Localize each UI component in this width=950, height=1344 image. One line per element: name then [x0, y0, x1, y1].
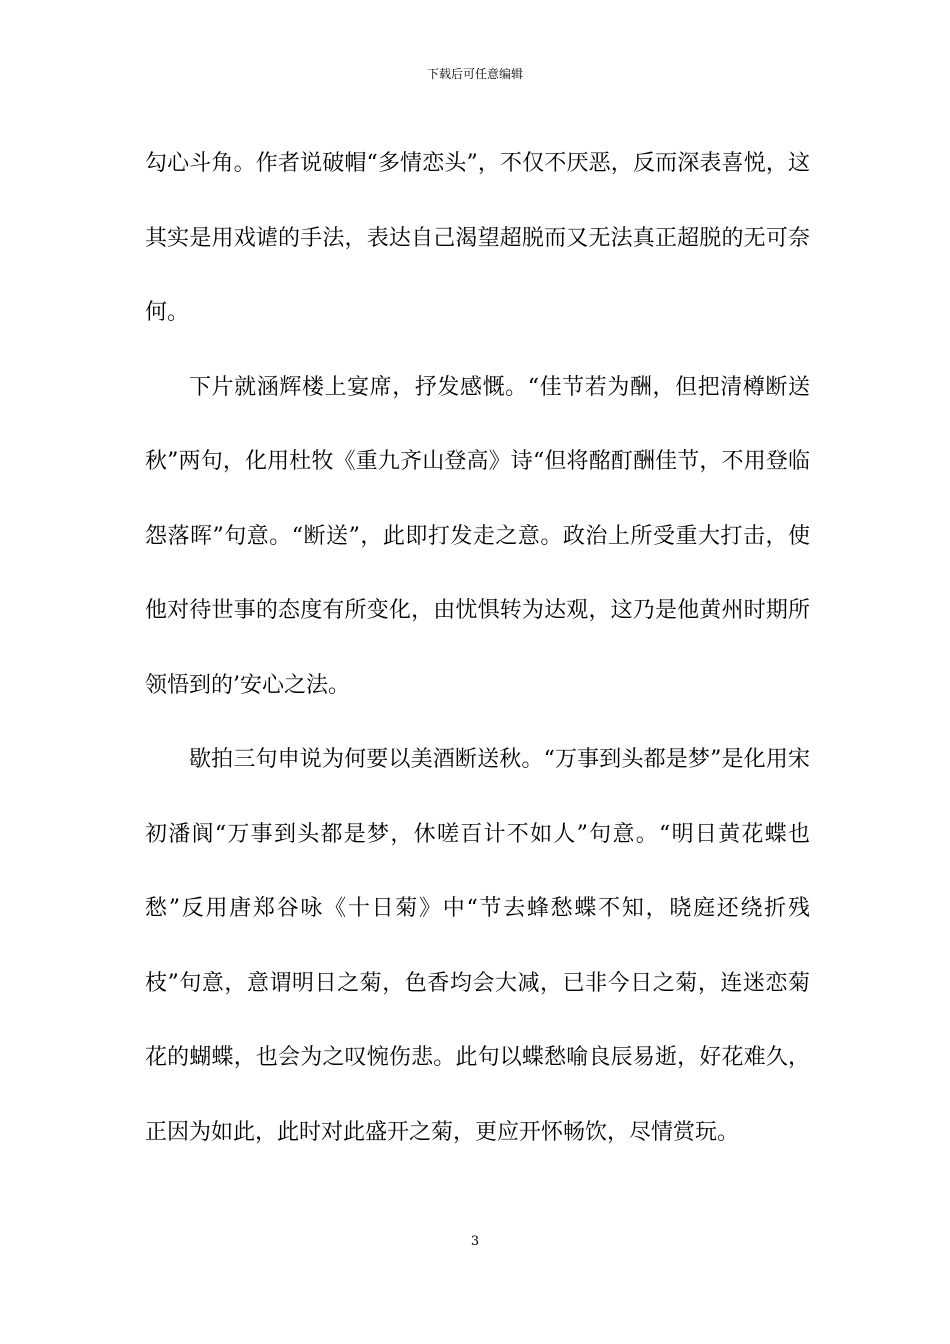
page-header: 下载后可任意编辑 [426, 67, 523, 81]
document-body [145, 127, 810, 1170]
paragraph: 下片就涵辉楼上宴席，抒发感慨。“佳节若为酬，但把清樽断送秋”两句，化用杜牧《重九齐山登高》诗“但将酩酊酬佳节，不用登临怨落晖”句意。“断送”，此即打发走之意。政治上所受重大打击，使他对待世事的态度有所变化，由忧惧转为达观，这乃是他黄州时期所领悟到的’安心之法。 [145, 374, 810, 698]
paragraph-continuation: 勾心斗角。作者说破帽“多情恋头”，不仅不厌恶，反而深表喜悦，这其实是用戏谑的手法，表达自己渴望超脱而又无法真正超脱的无可奈何。 [145, 151, 810, 325]
page-number: 3 [470, 1234, 480, 1249]
paragraph: 歇拍三句申说为何要以美酒断送秋。“万事到头都是梦”是化用宋初潘阆“万事到头都是梦，休嗟百计不如人”句意。“明日黄花蝶也愁”反用唐郑谷咏《十日菊》中“节去蜂愁蝶不知，晓庭还绕折残枝”句意，意谓明日之菊，色香均会大减，已非今日之菊，连迷恋菊花的蝴蝶，也会为之叹惋伤悲。此句以蝶愁喻良辰易逝，好花难久，正因为如此，此时对此盛开之菊，更应开怀畅饮，尽情赏玩。 [145, 747, 810, 1145]
